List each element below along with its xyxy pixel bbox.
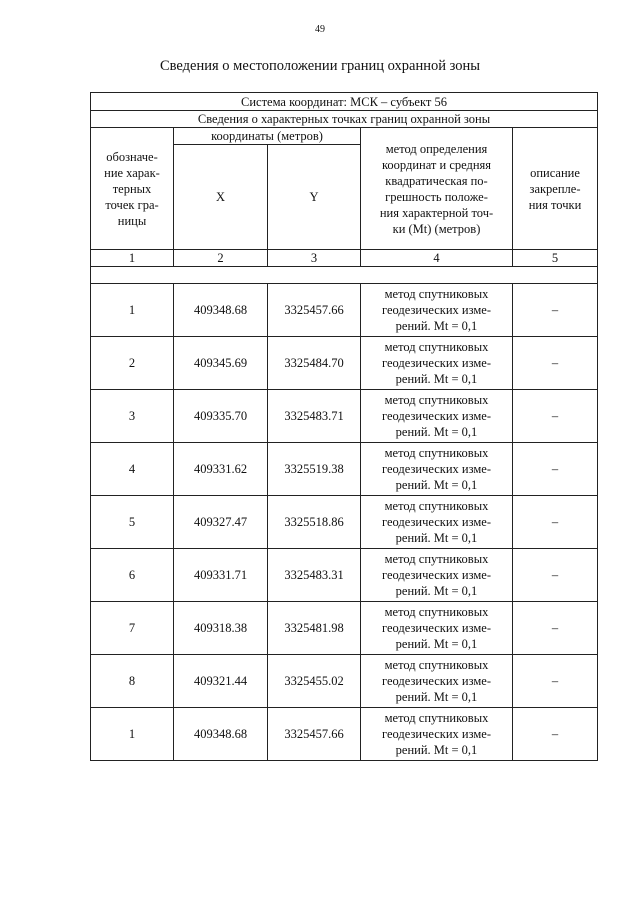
method-line: метод спутниковых bbox=[384, 340, 489, 354]
method-line: рений. Mt = 0,1 bbox=[395, 425, 478, 439]
cell-x: 409348.68 bbox=[174, 284, 268, 337]
coordinate-system-row: Система координат: МСК – субъект 56 bbox=[91, 93, 598, 111]
method-line: геодезических изме- bbox=[382, 621, 491, 635]
method-line: метод спутниковых bbox=[384, 552, 489, 566]
cell-method bbox=[361, 549, 513, 602]
method-line: метод спутниковых bbox=[384, 393, 489, 407]
table-row bbox=[91, 602, 598, 655]
cell-description: – bbox=[513, 337, 598, 390]
method-line: метод спутниковых bbox=[384, 605, 489, 619]
method-line: геодезических изме- bbox=[382, 674, 491, 688]
method-line: рений. Mt = 0,1 bbox=[395, 584, 478, 598]
column-number: 5 bbox=[513, 250, 598, 267]
header-point-designation: обозначе- ние харак- терных точек гра- ницы bbox=[91, 128, 174, 250]
cell-x: 409331.71 bbox=[174, 549, 268, 602]
cell-description: – bbox=[513, 655, 598, 708]
cell-x: 409327.47 bbox=[174, 496, 268, 549]
cell-method bbox=[361, 390, 513, 443]
method-line: геодезических изме- bbox=[382, 462, 491, 476]
cell-description: – bbox=[513, 443, 598, 496]
document-title: Сведения о местоположении границ охранной зоны bbox=[159, 58, 480, 74]
cell-y: 3325484.70 bbox=[268, 337, 361, 390]
spacer-row bbox=[91, 267, 598, 284]
column-number: 1 bbox=[91, 250, 174, 267]
method-line: рений. Mt = 0,1 bbox=[395, 319, 478, 333]
table-row bbox=[91, 284, 598, 337]
cell-point: 6 bbox=[91, 549, 174, 602]
cell-x: 409331.62 bbox=[174, 443, 268, 496]
method-line: метод спутниковых bbox=[384, 711, 489, 725]
cell-description: – bbox=[513, 390, 598, 443]
method-line: метод спутниковых bbox=[384, 287, 489, 301]
table-row bbox=[91, 708, 598, 761]
header-description: описание закрепле- ния точки bbox=[513, 128, 598, 250]
cell-method bbox=[361, 337, 513, 390]
method-line: геодезических изме- bbox=[382, 515, 491, 529]
table-row bbox=[91, 390, 598, 443]
table-body bbox=[91, 284, 598, 761]
column-number: 2 bbox=[174, 250, 268, 267]
cell-method bbox=[361, 708, 513, 761]
boundary-points-table bbox=[90, 92, 598, 761]
cell-method bbox=[361, 443, 513, 496]
cell-description: – bbox=[513, 708, 598, 761]
method-line: геодезических изме- bbox=[382, 727, 491, 741]
method-line: геодезических изме- bbox=[382, 356, 491, 370]
cell-point: 4 bbox=[91, 443, 174, 496]
zone-info-row: Сведения о характерных точках границ охранной зоны bbox=[91, 111, 598, 128]
header-method: метод определения координат и средняя квадратическая по- грешность положе- ния характерной точ- ки (Mt) (метров) bbox=[361, 128, 513, 250]
cell-y: 3325519.38 bbox=[268, 443, 361, 496]
table-row bbox=[91, 443, 598, 496]
cell-description: – bbox=[513, 549, 598, 602]
cell-description: – bbox=[513, 496, 598, 549]
cell-point: 1 bbox=[91, 708, 174, 761]
cell-description: – bbox=[513, 602, 598, 655]
table-row bbox=[91, 496, 598, 549]
method-line: метод спутниковых bbox=[384, 446, 489, 460]
cell-x: 409348.68 bbox=[174, 708, 268, 761]
cell-point: 7 bbox=[91, 602, 174, 655]
cell-y: 3325483.31 bbox=[268, 549, 361, 602]
column-number: 3 bbox=[268, 250, 361, 267]
method-line: метод спутниковых bbox=[384, 499, 489, 513]
cell-point: 5 bbox=[91, 496, 174, 549]
cell-x: 409318.38 bbox=[174, 602, 268, 655]
method-line: метод спутниковых bbox=[384, 658, 489, 672]
column-number: 4 bbox=[361, 250, 513, 267]
method-line: геодезических изме- bbox=[382, 303, 491, 317]
cell-point: 1 bbox=[91, 284, 174, 337]
cell-y: 3325518.86 bbox=[268, 496, 361, 549]
method-line: геодезических изме- bbox=[382, 568, 491, 582]
cell-method bbox=[361, 655, 513, 708]
method-line: рений. Mt = 0,1 bbox=[395, 531, 478, 545]
cell-x: 409335.70 bbox=[174, 390, 268, 443]
cell-y: 3325457.66 bbox=[268, 284, 361, 337]
cell-point: 8 bbox=[91, 655, 174, 708]
method-line: рений. Mt = 0,1 bbox=[395, 372, 478, 386]
table-row bbox=[91, 655, 598, 708]
page-number: 49 bbox=[315, 24, 325, 35]
cell-method bbox=[361, 602, 513, 655]
method-line: рений. Mt = 0,1 bbox=[395, 637, 478, 651]
cell-point: 3 bbox=[91, 390, 174, 443]
cell-y: 3325481.98 bbox=[268, 602, 361, 655]
method-line: рений. Mt = 0,1 bbox=[395, 478, 478, 492]
cell-y: 3325483.71 bbox=[268, 390, 361, 443]
header-y: Y bbox=[268, 145, 361, 250]
cell-y: 3325457.66 bbox=[268, 708, 361, 761]
cell-method bbox=[361, 284, 513, 337]
header-x: X bbox=[174, 145, 268, 250]
table-row bbox=[91, 549, 598, 602]
method-line: рений. Mt = 0,1 bbox=[395, 743, 478, 757]
cell-x: 409345.69 bbox=[174, 337, 268, 390]
cell-point: 2 bbox=[91, 337, 174, 390]
cell-method bbox=[361, 496, 513, 549]
method-line: рений. Mt = 0,1 bbox=[395, 690, 478, 704]
cell-description: – bbox=[513, 284, 598, 337]
cell-x: 409321.44 bbox=[174, 655, 268, 708]
method-line: геодезических изме- bbox=[382, 409, 491, 423]
table-row bbox=[91, 337, 598, 390]
header-coordinates: координаты (метров) bbox=[174, 128, 361, 145]
cell-y: 3325455.02 bbox=[268, 655, 361, 708]
